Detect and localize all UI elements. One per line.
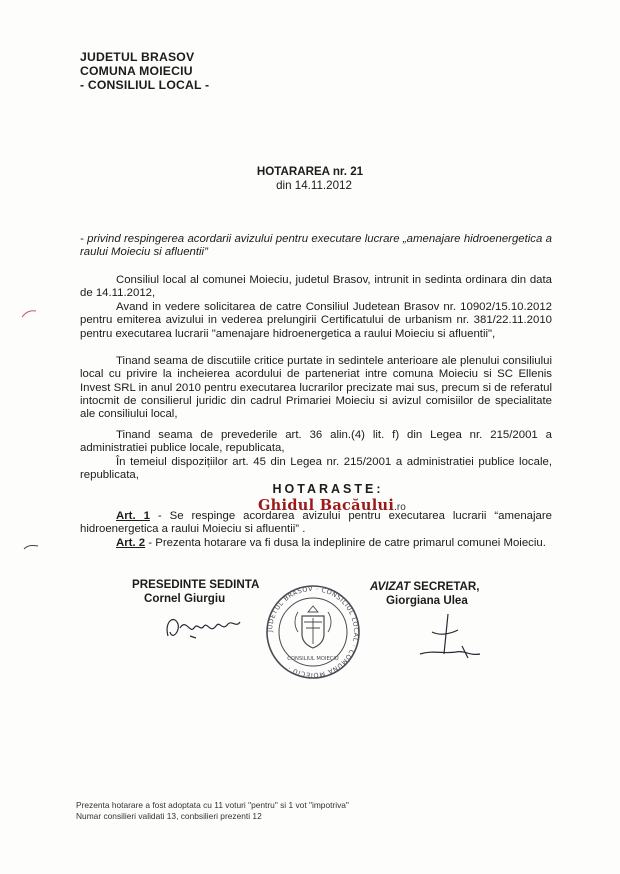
paragraph-statutory-grounds: În temeiul dispozițiilor art. 45 din Legea nr. 215/2001 a administratiei publice locale, republicata,: [80, 456, 552, 482]
article-1-text: - Se respinge acordarea avizului pentru executarea lucrarii “amenajare hidroenergetica a raului Moieciu si afluentii” .: [80, 510, 552, 536]
secretary-handwritten-signature: [410, 610, 490, 670]
vote-note: Prezenta hotarare a fost adoptata cu 11 voturi "pentru" si 1 vot "impotriva": [76, 800, 349, 810]
margin-scribble-bottom: [22, 542, 40, 552]
paragraph-discussions: Tinand seama de discutiile critice purtate in sedintele anterioare ale plenului consiliului local cu privire la incheierea acordului de parteneriat intre comuna Moieciu si SC Ellenis Invest SRL in anul 2010 pentru executarea lucrarilor precizate mai sus, precum si de referatul intocmit de consilierul juridic din cadrul Primariei Moieciu si avizul comisiilor de specialitate ale consiliului local,: [80, 355, 552, 421]
decision-subject: - privind respingerea acordarii avizului pentru executare lucrare „amenajare hidroenergetica a raului Moieciu si afluentii”: [80, 233, 552, 259]
president-name: Cornel Giurgiu: [144, 592, 226, 605]
paragraph-session: Consiliul local al comunei Moieciu, judetul Brasov, intrunit in sedinta ordinara din data de 14.11.2012,: [80, 274, 552, 300]
stamp-bottom-text: CONSILIUL MOIECIU: [287, 656, 339, 662]
article-2-label: Art. 2: [116, 537, 146, 549]
paragraph-request: Avand in vedere solicitarea de catre Consiliul Judetean Brasov nr. 10902/15.10.2012 pentru emiterea avizului in vederea prelungirii Certificatului de urbanism nr. 381/22.11.2010 pentru executarea lucrarii "amenajare hidroenergetica a raului Moieciu si afluentii",: [80, 301, 552, 340]
watermark-name: Ghidul Bacăului: [258, 497, 395, 514]
decision-date: din 14.11.2012: [276, 179, 352, 192]
margin-scribble-top: [20, 308, 38, 320]
attendance-note: Numar consilieri validati 13, conbsilieri prezenti 12: [76, 811, 262, 821]
article-1-label: Art. 1: [116, 510, 150, 522]
paragraph-legal-basis: Tinand seama de prevederile art. 36 alin.(4) lit. f) din Legea nr. 215/2001 a administratiei publice locale, republicata,: [80, 429, 552, 455]
decides-heading: HOTARASTE:: [272, 482, 384, 496]
article-2: [80, 537, 552, 550]
secretary-title-approved: AVIZAT: [370, 580, 411, 593]
secretary-name: Giorgiana Ulea: [386, 594, 468, 607]
secretary-title: [370, 580, 480, 593]
decision-title: HOTARAREA nr. 21: [256, 165, 364, 178]
secretary-title-rest: SECRETAR,: [410, 580, 480, 593]
article-2-text: - Prezenta hotarare va fi dusa la indeplinire de catre primarul comunei Moieciu.: [145, 537, 546, 549]
county-heading: JUDETUL BRASOV: [80, 50, 195, 64]
commune-heading: COMUNA MOIECIU: [80, 64, 193, 78]
president-handwritten-signature: [160, 608, 260, 648]
council-heading: - CONSILIUL LOCAL -: [80, 78, 210, 92]
watermark-suffix: .ro: [394, 502, 406, 513]
article-1: [80, 510, 552, 537]
president-title: PRESEDINTE SEDINTA: [132, 578, 260, 591]
stamp-ring-text: JUDETUL BRASOV · CONSILIUL LOCAL · COMUNA MOIECIU ·: [265, 584, 361, 680]
official-stamp: [258, 582, 368, 680]
